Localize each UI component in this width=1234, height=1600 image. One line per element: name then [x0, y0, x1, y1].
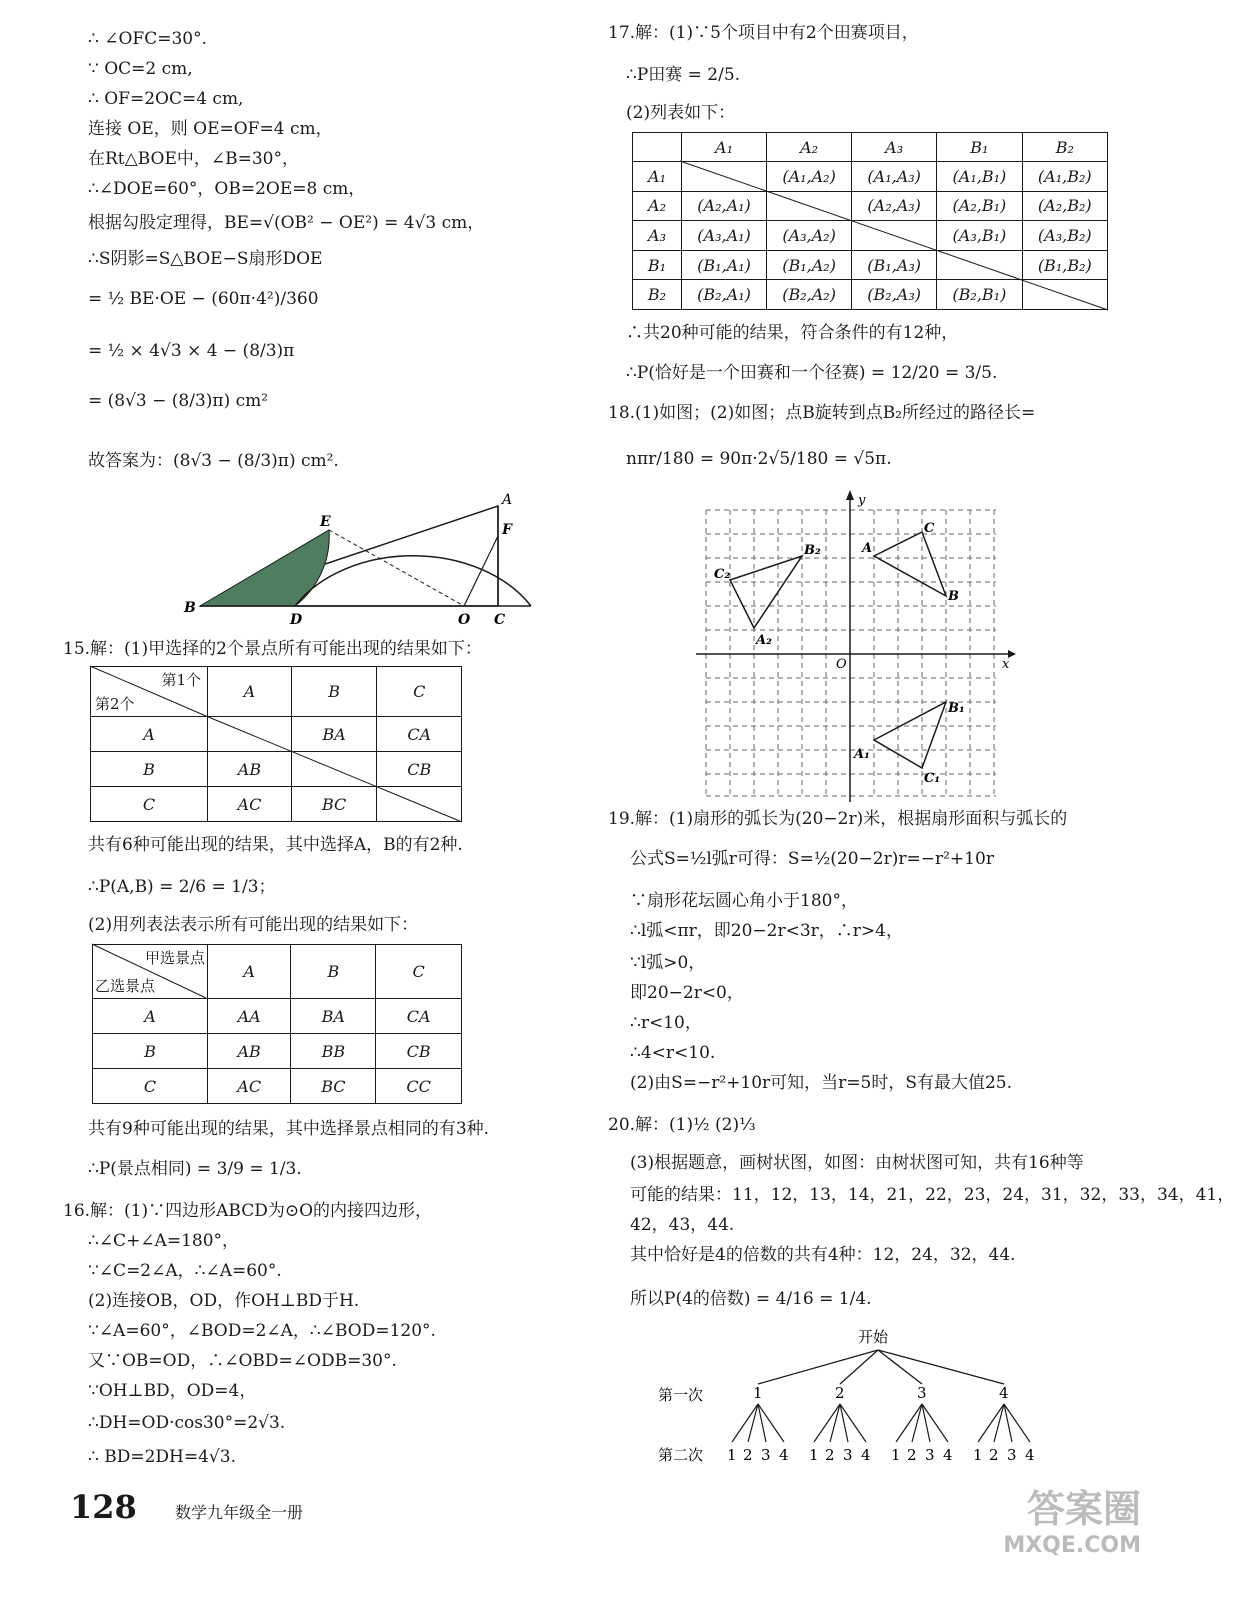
watermark-text: 答案圈: [1026, 1487, 1141, 1531]
table-row: A BA CA: [91, 717, 462, 752]
svg-text:2: 2: [835, 1384, 845, 1402]
text-line: ∵扇形花坛圆心角小于180°，: [630, 891, 858, 911]
corner-top: 第1个: [161, 671, 201, 689]
table-diagonals: [90, 666, 462, 822]
table-3: [632, 132, 1108, 310]
tree-second-label: 第二次: [658, 1446, 704, 1464]
table-header: A₂: [767, 133, 852, 162]
table-header: C: [377, 667, 462, 717]
tree-start: 开始: [858, 1328, 889, 1346]
svg-text:3: 3: [1007, 1446, 1017, 1464]
text-line: ∴S阴影=S△BOE−S扇形DOE: [88, 249, 323, 269]
question-17: 17.解：(1)∵5个项目中有2个田赛项目，: [608, 23, 919, 43]
table-row: A₂ (A₂,A₁) (A₂,A₃) (A₂,B₁) (A₂,B₂): [633, 191, 1108, 221]
text-line: ∴共20种可能的结果，符合条件的有12种，: [626, 323, 959, 343]
label-a: A: [502, 492, 513, 508]
svg-text:1: 1: [973, 1446, 983, 1464]
formula-line: nπr/180 = 90π·2√5/180 = √5π.: [626, 449, 892, 469]
svg-text:4: 4: [999, 1384, 1009, 1402]
question-15: 15.解：(1)甲选择的2个景点所有可能出现的结果如下：: [63, 639, 482, 659]
table-row: B AB CB: [91, 752, 462, 787]
text-line: 其中恰好是4的倍数的共有4种：12，24，32，44.: [630, 1245, 1016, 1265]
text-line: ∴ OF=2OC=4 cm,: [88, 89, 244, 109]
answer-line: 故答案为：(8√3 − (8/3)π) cm².: [88, 451, 339, 471]
svg-text:4: 4: [779, 1446, 789, 1464]
formula-line: = ½ BE·OE − (60π·4²)/360: [88, 289, 319, 309]
svg-text:A₁: A₁: [854, 747, 870, 762]
text-line: 连接 OE，则 OE=OF=4 cm，: [88, 119, 333, 139]
watermark-url: MXQE.COM: [1003, 1533, 1141, 1558]
book-title: 数学九年级全一册: [175, 1503, 304, 1522]
svg-text:B₂: B₂: [804, 543, 821, 558]
table-diagonal: [92, 944, 462, 1104]
text-line: 42，43，44.: [630, 1215, 735, 1235]
grid-lines: [706, 510, 996, 796]
tree-diagram: [648, 1320, 1068, 1470]
text-line: ∴l弧<πr，即20−2r<3r，∴r>4，: [630, 921, 903, 941]
text-line: ∴ ∠OFC=30°.: [88, 29, 207, 49]
svg-text:2: 2: [989, 1446, 999, 1464]
axis-label-y: y: [858, 493, 866, 508]
table-diagonal: [632, 132, 1108, 310]
text-line: 根据勾股定理得，BE=√(OB² − OE²) = 4√3 cm，: [88, 213, 485, 233]
text-line: ∵l弧>0，: [630, 953, 706, 973]
tree-first-label: 第一次: [658, 1386, 704, 1404]
svg-text:1: 1: [727, 1446, 737, 1464]
formula-line: ∴P(A,B) = 2/6 = 1/3；: [88, 877, 276, 897]
text-line: ∴ BD=2DH=4√3.: [88, 1447, 236, 1467]
text-line: ∴r<10，: [630, 1013, 702, 1033]
table-row: B AB BB CB: [93, 1034, 462, 1069]
svg-text:1: 1: [753, 1384, 763, 1402]
svg-text:4: 4: [1025, 1446, 1035, 1464]
text-line: 共有9种可能出现的结果，其中选择景点相同的有3种.: [88, 1119, 490, 1139]
axis-label-x: x: [1002, 657, 1010, 672]
svg-text:C₂: C₂: [714, 567, 731, 582]
label-f: F: [502, 522, 512, 538]
question-18: 18.(1)如图；(2)如图；点B旋转到点B₂所经过的路径长=: [608, 403, 1036, 423]
label-b: B: [184, 600, 196, 616]
svg-text:2: 2: [907, 1446, 917, 1464]
formula-line: = ½ × 4√3 × 4 − (8/3)π: [88, 341, 295, 361]
table-1: [90, 666, 462, 822]
text-line: (3)根据题意，画树状图，如图：由树状图可知，共有16种等: [630, 1153, 1084, 1173]
label-o: O: [458, 612, 471, 628]
text-line: ∴DH=OD·cos30°=2√3.: [88, 1413, 286, 1433]
text-line: ∵∠A=60°，∠BOD=2∠A，∴∠BOD=120°.: [88, 1321, 436, 1341]
question-16: 16.解：(1)∵四边形ABCD为⊙O的内接四边形，: [63, 1201, 433, 1221]
svg-text:1: 1: [891, 1446, 901, 1464]
text-line: ∴4<r<10.: [630, 1043, 716, 1063]
text-line: ∴∠C+∠A=180°，: [88, 1231, 240, 1251]
svg-text:1: 1: [809, 1446, 819, 1464]
table-row: A₁ (A₁,A₂) (A₁,A₃) (A₁,B₁) (A₁,B₂): [633, 162, 1108, 192]
svg-text:B₁: B₁: [948, 701, 965, 716]
formula-line: ∴P田赛 = 2/5.: [626, 65, 741, 85]
text-line: 可能的结果：11，12，13，14，21，22，23，24，31，32，33，34，41，: [630, 1185, 1234, 1205]
page-number: 128: [70, 1488, 137, 1526]
formula-line: = (8√3 − (8/3)π) cm²: [88, 391, 269, 411]
text-line: (2)用列表法表示所有可能出现的结果如下：: [88, 915, 419, 935]
label-d: D: [290, 612, 303, 628]
table-row: A AA BA CA: [93, 999, 462, 1034]
table-header: A₃: [852, 133, 937, 162]
svg-text:2: 2: [825, 1446, 835, 1464]
corner-bottom: 第2个: [95, 695, 135, 713]
table-header: A: [208, 667, 292, 717]
text-line: ∵ OC=2 cm,: [88, 59, 193, 79]
table-header: C: [376, 945, 462, 999]
text-line: 又∵OB=OD，∴∠OBD=∠ODB=30°.: [88, 1351, 397, 1371]
svg-text:3: 3: [917, 1384, 927, 1402]
table-2: [92, 944, 462, 1104]
triangle-abc: [874, 532, 946, 596]
question-20: 20.解：(1)½ (2)⅓: [608, 1115, 756, 1135]
triangle-a2b2c2: [730, 556, 802, 628]
text-line: (2)由S=−r²+10r可知，当r=5时，S有最大值25.: [630, 1073, 1013, 1093]
corner-bottom: 乙选景点: [95, 977, 156, 995]
table-row: B₂ (B₂,A₁) (B₂,A₂) (B₂,A₃) (B₂,B₁): [633, 280, 1108, 310]
label-c: C: [494, 612, 506, 628]
table-row: A₃ (A₃,A₁) (A₃,A₂) (A₃,B₁) (A₃,B₂): [633, 221, 1108, 251]
question-19: 19.解：(1)扇形的弧长为(20−2r)米，根据扇形面积与弧长的: [608, 809, 1068, 829]
svg-text:3: 3: [843, 1446, 853, 1464]
svg-text:A₂: A₂: [756, 633, 772, 648]
svg-text:C₁: C₁: [924, 771, 941, 786]
text-line: 在Rt△BOE中，∠B=30°，: [88, 149, 299, 169]
formula-line: ∴P(景点相同) = 3/9 = 1/3.: [88, 1159, 302, 1179]
label-e: E: [320, 514, 331, 530]
table-row: C AC BC: [91, 787, 462, 822]
coordinate-grid: [696, 490, 1016, 810]
table-header: B₁: [937, 133, 1022, 162]
svg-text:C: C: [924, 521, 935, 536]
text-line: ∴∠DOE=60°，OB=2OE=8 cm，: [88, 179, 366, 199]
text-line: (2)连接OB，OD，作OH⊥BD于H.: [88, 1291, 360, 1311]
formula-line: 公式S=½l弧r可得：S=½(20−2r)r=−r²+10r: [630, 849, 994, 869]
tree-leaves: [727, 1446, 1035, 1464]
table-header: B: [291, 667, 377, 717]
tree-edges: [758, 1350, 1004, 1384]
svg-text:B: B: [948, 589, 959, 604]
text-line: 共有6种可能出现的结果，其中选择A，B的有2种.: [88, 835, 463, 855]
table-header: B₂: [1022, 133, 1107, 162]
formula-line: ∴P(恰好是一个田赛和一个径赛) = 12/20 = 3/5.: [626, 363, 998, 383]
svg-text:4: 4: [943, 1446, 953, 1464]
text-line: ∵∠C=2∠A，∴∠A=60°.: [88, 1261, 282, 1281]
text-line: (2)列表如下：: [626, 103, 736, 123]
watermark: [961, 1478, 1141, 1588]
svg-text:3: 3: [925, 1446, 935, 1464]
svg-text:3: 3: [761, 1446, 771, 1464]
origin-label: O: [836, 657, 847, 672]
svg-text:4: 4: [861, 1446, 871, 1464]
table-header: B: [291, 945, 376, 999]
table-header: A: [208, 945, 291, 999]
text-line: ∵OH⊥BD，OD=4，: [88, 1381, 257, 1401]
table-header: A₁: [682, 133, 767, 162]
svg-text:A: A: [862, 541, 873, 556]
table-row: B₁ (B₁,A₁) (B₁,A₂) (B₁,A₃) (B₁,B₂): [633, 250, 1108, 280]
svg-text:2: 2: [743, 1446, 753, 1464]
formula-line: 所以P(4的倍数) = 4/16 = 1/4.: [630, 1289, 872, 1309]
corner-top: 甲选景点: [144, 949, 205, 967]
text-line: 即20−2r<0，: [630, 983, 744, 1003]
triangle-a1b1c1: [874, 702, 946, 768]
semicircle-figure: [178, 490, 548, 630]
table-row: C AC BC CC: [93, 1069, 462, 1104]
